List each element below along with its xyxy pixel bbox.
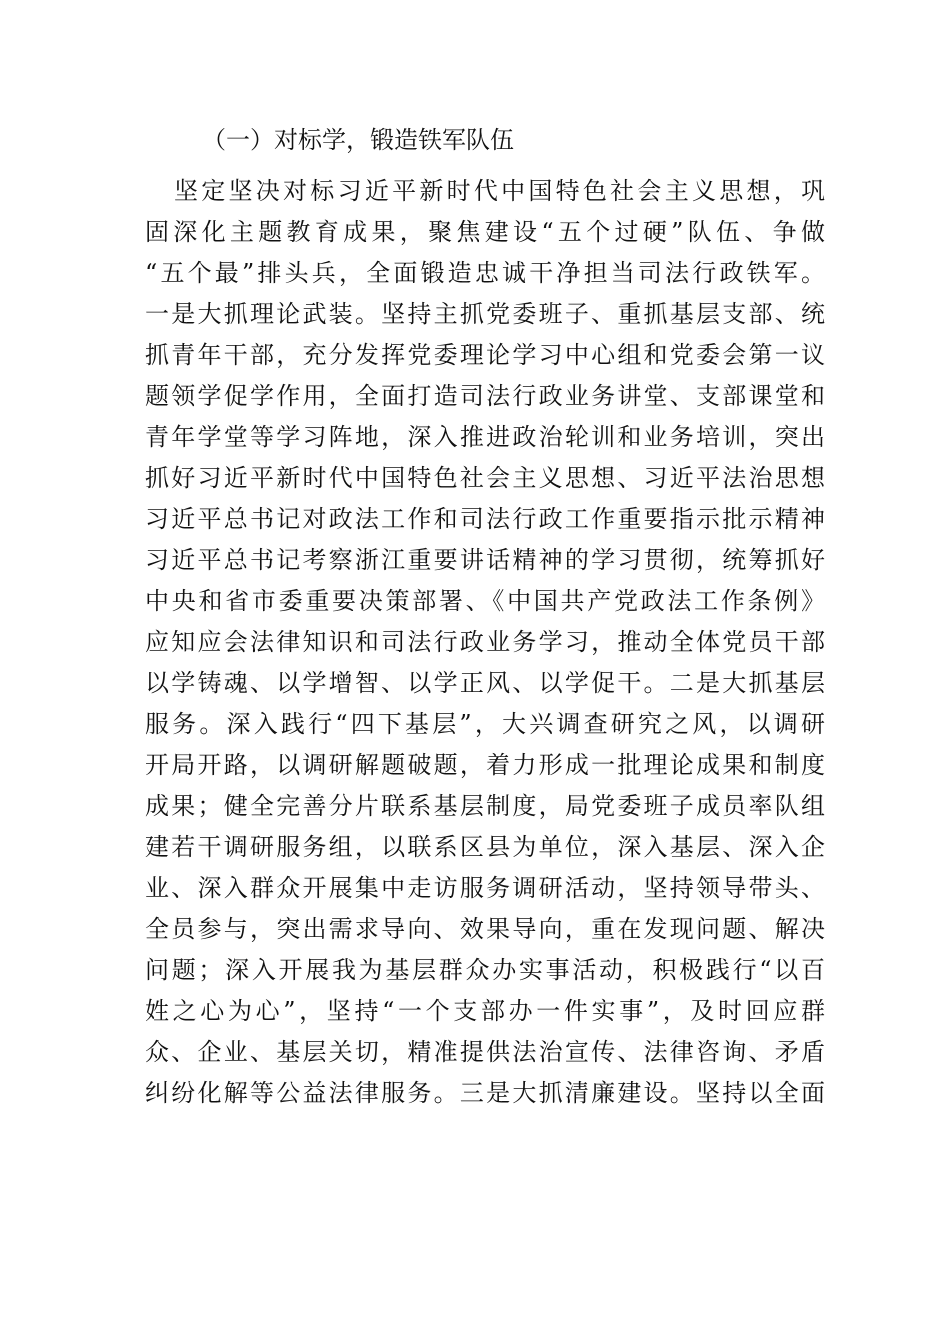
text-line: 中央和省市委重要决策部署、《中国共产党政法工作条例》 [145, 587, 825, 615]
section-heading: （一）对标学，锻造铁军队伍 [202, 126, 514, 154]
text-line: 开局开路，以调研解题破题，着力形成一批理论成果和制度 [145, 751, 825, 779]
text-line: 题领学促学作用，全面打造司法行政业务讲堂、支部课堂和 [145, 382, 825, 410]
body-paragraph [145, 171, 825, 1114]
text-line: 纠纷化解等公益法律服务。三是大抓清廉建设。坚持以全面 [145, 1079, 825, 1107]
text-line: 成果；健全完善分片联系基层制度，局党委班子成员率队组 [145, 792, 825, 820]
text-line: 业、深入群众开展集中走访服务调研活动，坚持领导带头、 [145, 874, 825, 902]
text-line: 众、企业、基层关切，精准提供法治宣传、法律咨询、矛盾 [145, 1038, 825, 1066]
text-line: 抓青年干部，充分发挥党委理论学习中心组和党委会第一议 [145, 341, 825, 369]
text-line: 服务。深入践行“四下基层”，大兴调查研究之风，以调研 [145, 710, 825, 738]
text-line: 固深化主题教育成果，聚焦建设“五个过硬”队伍、争做 [145, 218, 825, 246]
text-line: 问题；深入开展我为基层群众办实事活动，积极践行“以百 [145, 956, 825, 984]
text-line: 一是大抓理论武装。坚持主抓党委班子、重抓基层支部、统 [145, 300, 825, 328]
text-line: “五个最”排头兵，全面锻造忠诚干净担当司法行政铁军。 [145, 259, 825, 287]
text-line: 全员参与，突出需求导向、效果导向，重在发现问题、解决 [145, 915, 825, 943]
text-line: 习近平总书记考察浙江重要讲话精神的学习贯彻，统筹抓好 [145, 546, 825, 574]
text-line: 以学铸魂、以学增智、以学正风、以学促干。二是大抓基层 [145, 669, 825, 697]
text-line: 姓之心为心”，坚持“一个支部办一件实事”，及时回应群 [145, 997, 825, 1025]
text-line: 应知应会法律知识和司法行政业务学习，推动全体党员干部 [145, 628, 825, 656]
text-line: 青年学堂等学习阵地，深入推进政治轮训和业务培训，突出 [145, 423, 825, 451]
text-line: 抓好习近平新时代中国特色社会主义思想、习近平法治思想 [145, 464, 825, 492]
text-line: 习近平总书记对政法工作和司法行政工作重要指示批示精神 [145, 505, 825, 533]
text-line: 建若干调研服务组，以联系区县为单位，深入基层、深入企 [145, 833, 825, 861]
text-line: 坚定坚决对标习近平新时代中国特色社会主义思想，巩 [174, 177, 825, 205]
